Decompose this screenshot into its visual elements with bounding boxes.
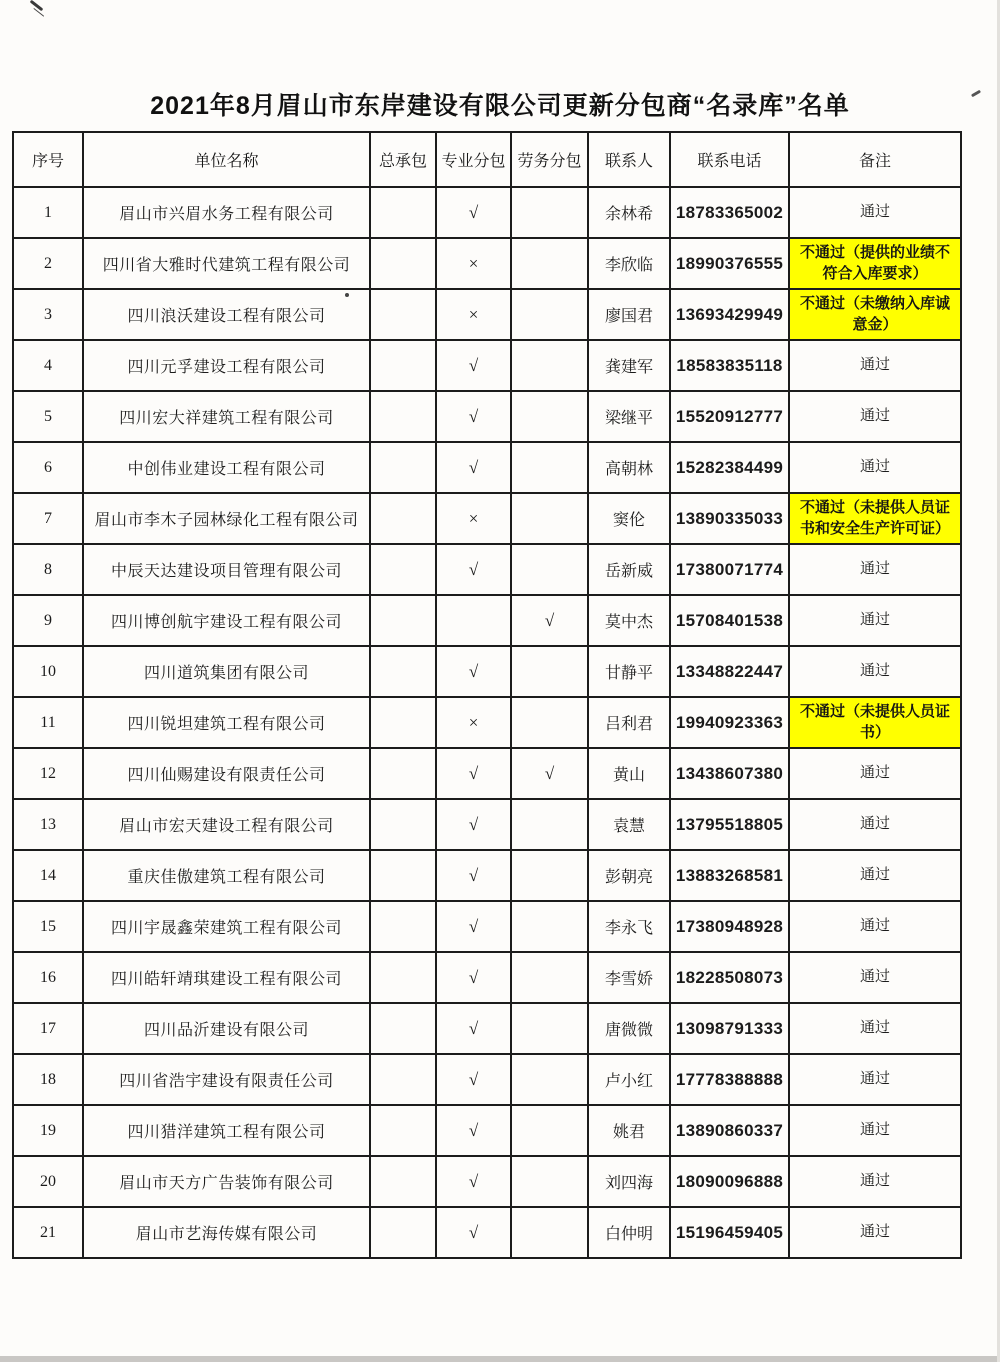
cell-company: 眉山市天方广告装饰有限公司 — [83, 1156, 370, 1207]
cell-contact: 莫中杰 — [588, 595, 670, 646]
col-header-remark: 备注 — [789, 132, 961, 187]
cell-remark: 不通过（未提供人员证书和安全生产许可证） — [789, 493, 961, 544]
cell-remark: 不通过（未缴纳入库诚意金） — [789, 289, 961, 340]
cell-remark: 通过 — [789, 340, 961, 391]
cell-contact: 李永飞 — [588, 901, 670, 952]
cell-professional-sub: √ — [436, 1105, 511, 1156]
cell-contact: 李雪娇 — [588, 952, 670, 1003]
cell-no: 8 — [13, 544, 83, 595]
cell-labor-sub: √ — [511, 748, 588, 799]
cell-company: 眉山市李木子园林绿化工程有限公司 — [83, 493, 370, 544]
cell-professional-sub: √ — [436, 850, 511, 901]
cell-labor-sub — [511, 340, 588, 391]
cell-company: 四川浪沃建设工程有限公司 — [83, 289, 370, 340]
cell-general-contract — [370, 1207, 436, 1258]
table-row — [13, 442, 961, 493]
cell-contact: 余林希 — [588, 187, 670, 238]
cell-phone: 18090096888 — [670, 1156, 789, 1207]
cell-company: 中创伟业建设工程有限公司 — [83, 442, 370, 493]
cell-labor-sub — [511, 442, 588, 493]
col-header-phone: 联系电话 — [670, 132, 789, 187]
col-header-index: 序号 — [13, 132, 83, 187]
cell-labor-sub — [511, 1054, 588, 1105]
cell-company: 四川道筑集团有限公司 — [83, 646, 370, 697]
cell-company: 四川皓轩靖琪建设工程有限公司 — [83, 952, 370, 1003]
cell-labor-sub — [511, 238, 588, 289]
table-row — [13, 1003, 961, 1054]
cell-phone: 17380071774 — [670, 544, 789, 595]
cell-professional-sub: √ — [436, 1156, 511, 1207]
cell-general-contract — [370, 697, 436, 748]
scanner-edge-bottom — [0, 1356, 1000, 1362]
cell-general-contract — [370, 799, 436, 850]
table-row — [13, 391, 961, 442]
cell-no: 10 — [13, 646, 83, 697]
cell-labor-sub — [511, 901, 588, 952]
col-header-general-contract: 总承包 — [370, 132, 436, 187]
cell-contact: 黄山 — [588, 748, 670, 799]
cell-no: 12 — [13, 748, 83, 799]
cell-contact: 甘静平 — [588, 646, 670, 697]
cell-remark: 通过 — [789, 799, 961, 850]
cell-general-contract — [370, 289, 436, 340]
cell-remark: 通过 — [789, 442, 961, 493]
cell-general-contract — [370, 850, 436, 901]
cell-remark: 通过 — [789, 748, 961, 799]
cell-no: 20 — [13, 1156, 83, 1207]
cell-phone: 13438607380 — [670, 748, 789, 799]
cell-labor-sub — [511, 1207, 588, 1258]
table-row — [13, 1054, 961, 1105]
cell-phone: 19940923363 — [670, 697, 789, 748]
cell-company: 中辰天达建设项目管理有限公司 — [83, 544, 370, 595]
cell-no: 7 — [13, 493, 83, 544]
cell-company: 四川宏大祥建筑工程有限公司 — [83, 391, 370, 442]
cell-company: 眉山市宏天建设工程有限公司 — [83, 799, 370, 850]
cell-general-contract — [370, 901, 436, 952]
cell-professional-sub: × — [436, 697, 511, 748]
table-row — [13, 238, 961, 289]
cell-phone: 15282384499 — [670, 442, 789, 493]
cell-remark: 通过 — [789, 391, 961, 442]
cell-contact: 李欣临 — [588, 238, 670, 289]
cell-professional-sub: √ — [436, 901, 511, 952]
cell-no: 18 — [13, 1054, 83, 1105]
cell-company: 四川猎洋建筑工程有限公司 — [83, 1105, 370, 1156]
pen-mark-top-left — [30, 0, 44, 11]
table-row — [13, 799, 961, 850]
cell-no: 5 — [13, 391, 83, 442]
cell-company: 四川品沂建设有限公司 — [83, 1003, 370, 1054]
cell-company: 重庆佳傲建筑工程有限公司 — [83, 850, 370, 901]
cell-remark: 通过 — [789, 952, 961, 1003]
subcontractor-table — [12, 131, 962, 1259]
cell-general-contract — [370, 646, 436, 697]
cell-remark: 通过 — [789, 1003, 961, 1054]
cell-labor-sub — [511, 1105, 588, 1156]
cell-contact: 岳新威 — [588, 544, 670, 595]
cell-remark: 通过 — [789, 901, 961, 952]
cell-labor-sub — [511, 646, 588, 697]
cell-no: 4 — [13, 340, 83, 391]
cell-remark: 通过 — [789, 595, 961, 646]
cell-phone: 15196459405 — [670, 1207, 789, 1258]
cell-no: 15 — [13, 901, 83, 952]
cell-no: 2 — [13, 238, 83, 289]
table-row — [13, 289, 961, 340]
cell-general-contract — [370, 1054, 436, 1105]
cell-company: 四川省浩宇建设有限责任公司 — [83, 1054, 370, 1105]
cell-labor-sub — [511, 1156, 588, 1207]
cell-professional-sub: √ — [436, 952, 511, 1003]
table-row — [13, 1207, 961, 1258]
cell-remark: 不通过（未提供人员证书） — [789, 697, 961, 748]
cell-labor-sub — [511, 493, 588, 544]
cell-remark: 不通过（提供的业绩不符合入库要求） — [789, 238, 961, 289]
cell-general-contract — [370, 442, 436, 493]
cell-professional-sub: √ — [436, 391, 511, 442]
cell-contact: 廖国君 — [588, 289, 670, 340]
cell-labor-sub — [511, 1003, 588, 1054]
cell-remark: 通过 — [789, 1207, 961, 1258]
cell-phone: 13098791333 — [670, 1003, 789, 1054]
table-row — [13, 595, 961, 646]
cell-professional-sub: √ — [436, 1003, 511, 1054]
table-row — [13, 646, 961, 697]
cell-general-contract — [370, 391, 436, 442]
cell-phone: 18990376555 — [670, 238, 789, 289]
cell-general-contract — [370, 595, 436, 646]
table-row — [13, 544, 961, 595]
cell-company: 四川宇晟鑫荣建筑工程有限公司 — [83, 901, 370, 952]
cell-no: 17 — [13, 1003, 83, 1054]
cell-company: 四川仙赐建设有限责任公司 — [83, 748, 370, 799]
cell-labor-sub — [511, 799, 588, 850]
page-title: 2021年8月眉山市东岸建设有限公司更新分包商“名录库”名单 — [150, 92, 850, 120]
cell-labor-sub — [511, 289, 588, 340]
cell-company: 四川省大雅时代建筑工程有限公司 — [83, 238, 370, 289]
cell-professional-sub: √ — [436, 748, 511, 799]
cell-labor-sub — [511, 544, 588, 595]
cell-no: 1 — [13, 187, 83, 238]
cell-remark: 通过 — [789, 544, 961, 595]
cell-general-contract — [370, 544, 436, 595]
cell-phone: 13795518805 — [670, 799, 789, 850]
cell-phone: 15520912777 — [670, 391, 789, 442]
cell-company: 眉山市艺海传媒有限公司 — [83, 1207, 370, 1258]
cell-remark: 通过 — [789, 1156, 961, 1207]
cell-professional-sub: √ — [436, 442, 511, 493]
cell-general-contract — [370, 493, 436, 544]
cell-professional-sub — [436, 595, 511, 646]
col-header-company: 单位名称 — [83, 132, 370, 187]
cell-phone: 13890860337 — [670, 1105, 789, 1156]
table-row — [13, 952, 961, 1003]
cell-no: 9 — [13, 595, 83, 646]
col-header-labor-sub: 劳务分包 — [511, 132, 588, 187]
cell-professional-sub: × — [436, 289, 511, 340]
cell-remark: 通过 — [789, 1054, 961, 1105]
cell-phone: 18228508073 — [670, 952, 789, 1003]
cell-professional-sub: × — [436, 238, 511, 289]
cell-no: 3 — [13, 289, 83, 340]
cell-professional-sub: √ — [436, 544, 511, 595]
cell-remark: 通过 — [789, 187, 961, 238]
cell-labor-sub — [511, 187, 588, 238]
cell-general-contract — [370, 238, 436, 289]
cell-remark: 通过 — [789, 1105, 961, 1156]
cell-professional-sub: √ — [436, 187, 511, 238]
cell-general-contract — [370, 187, 436, 238]
cell-professional-sub: √ — [436, 1054, 511, 1105]
cell-professional-sub: √ — [436, 799, 511, 850]
col-header-professional-sub: 专业分包 — [436, 132, 511, 187]
cell-phone: 18583835118 — [670, 340, 789, 391]
cell-company: 眉山市兴眉水务工程有限公司 — [83, 187, 370, 238]
cell-contact: 卢小红 — [588, 1054, 670, 1105]
cell-contact: 吕利君 — [588, 697, 670, 748]
table-row — [13, 340, 961, 391]
cell-contact: 窦伦 — [588, 493, 670, 544]
cell-contact: 姚君 — [588, 1105, 670, 1156]
cell-phone: 13348822447 — [670, 646, 789, 697]
cell-labor-sub — [511, 697, 588, 748]
cell-phone: 18783365002 — [670, 187, 789, 238]
cell-contact: 梁继平 — [588, 391, 670, 442]
cell-phone: 17380948928 — [670, 901, 789, 952]
cell-general-contract — [370, 1105, 436, 1156]
cell-no: 19 — [13, 1105, 83, 1156]
cell-phone: 13890335033 — [670, 493, 789, 544]
cell-no: 14 — [13, 850, 83, 901]
cell-general-contract — [370, 748, 436, 799]
cell-general-contract — [370, 952, 436, 1003]
table-row — [13, 187, 961, 238]
table-row — [13, 1156, 961, 1207]
cell-contact: 龚建军 — [588, 340, 670, 391]
cell-professional-sub: √ — [436, 646, 511, 697]
table-row — [13, 697, 961, 748]
cell-professional-sub: × — [436, 493, 511, 544]
cell-company: 四川博创航宇建设工程有限公司 — [83, 595, 370, 646]
cell-general-contract — [370, 1156, 436, 1207]
cell-no: 16 — [13, 952, 83, 1003]
cell-labor-sub — [511, 952, 588, 1003]
cell-no: 6 — [13, 442, 83, 493]
cell-contact: 唐微微 — [588, 1003, 670, 1054]
cell-no: 13 — [13, 799, 83, 850]
table-row — [13, 1105, 961, 1156]
cell-phone: 13693429949 — [670, 289, 789, 340]
cell-professional-sub: √ — [436, 340, 511, 391]
cell-no: 11 — [13, 697, 83, 748]
cell-remark: 通过 — [789, 850, 961, 901]
table-row — [13, 850, 961, 901]
cell-labor-sub — [511, 850, 588, 901]
cell-contact: 高朝林 — [588, 442, 670, 493]
col-header-contact: 联系人 — [588, 132, 670, 187]
cell-company: 四川元孚建设工程有限公司 — [83, 340, 370, 391]
cell-phone: 15708401538 — [670, 595, 789, 646]
cell-remark: 通过 — [789, 646, 961, 697]
table-row — [13, 901, 961, 952]
cell-general-contract — [370, 340, 436, 391]
table-row — [13, 493, 961, 544]
cell-professional-sub: √ — [436, 1207, 511, 1258]
cell-phone: 13883268581 — [670, 850, 789, 901]
scan-speck — [345, 293, 349, 297]
cell-company: 四川锐坦建筑工程有限公司 — [83, 697, 370, 748]
cell-general-contract — [370, 1003, 436, 1054]
cell-contact: 彭朝亮 — [588, 850, 670, 901]
cell-labor-sub: √ — [511, 595, 588, 646]
cell-contact: 袁慧 — [588, 799, 670, 850]
cell-no: 21 — [13, 1207, 83, 1258]
table-row — [13, 748, 961, 799]
cell-phone: 17778388888 — [670, 1054, 789, 1105]
cell-contact: 白仲明 — [588, 1207, 670, 1258]
table-header-row — [13, 132, 961, 187]
cell-labor-sub — [511, 391, 588, 442]
cell-contact: 刘四海 — [588, 1156, 670, 1207]
